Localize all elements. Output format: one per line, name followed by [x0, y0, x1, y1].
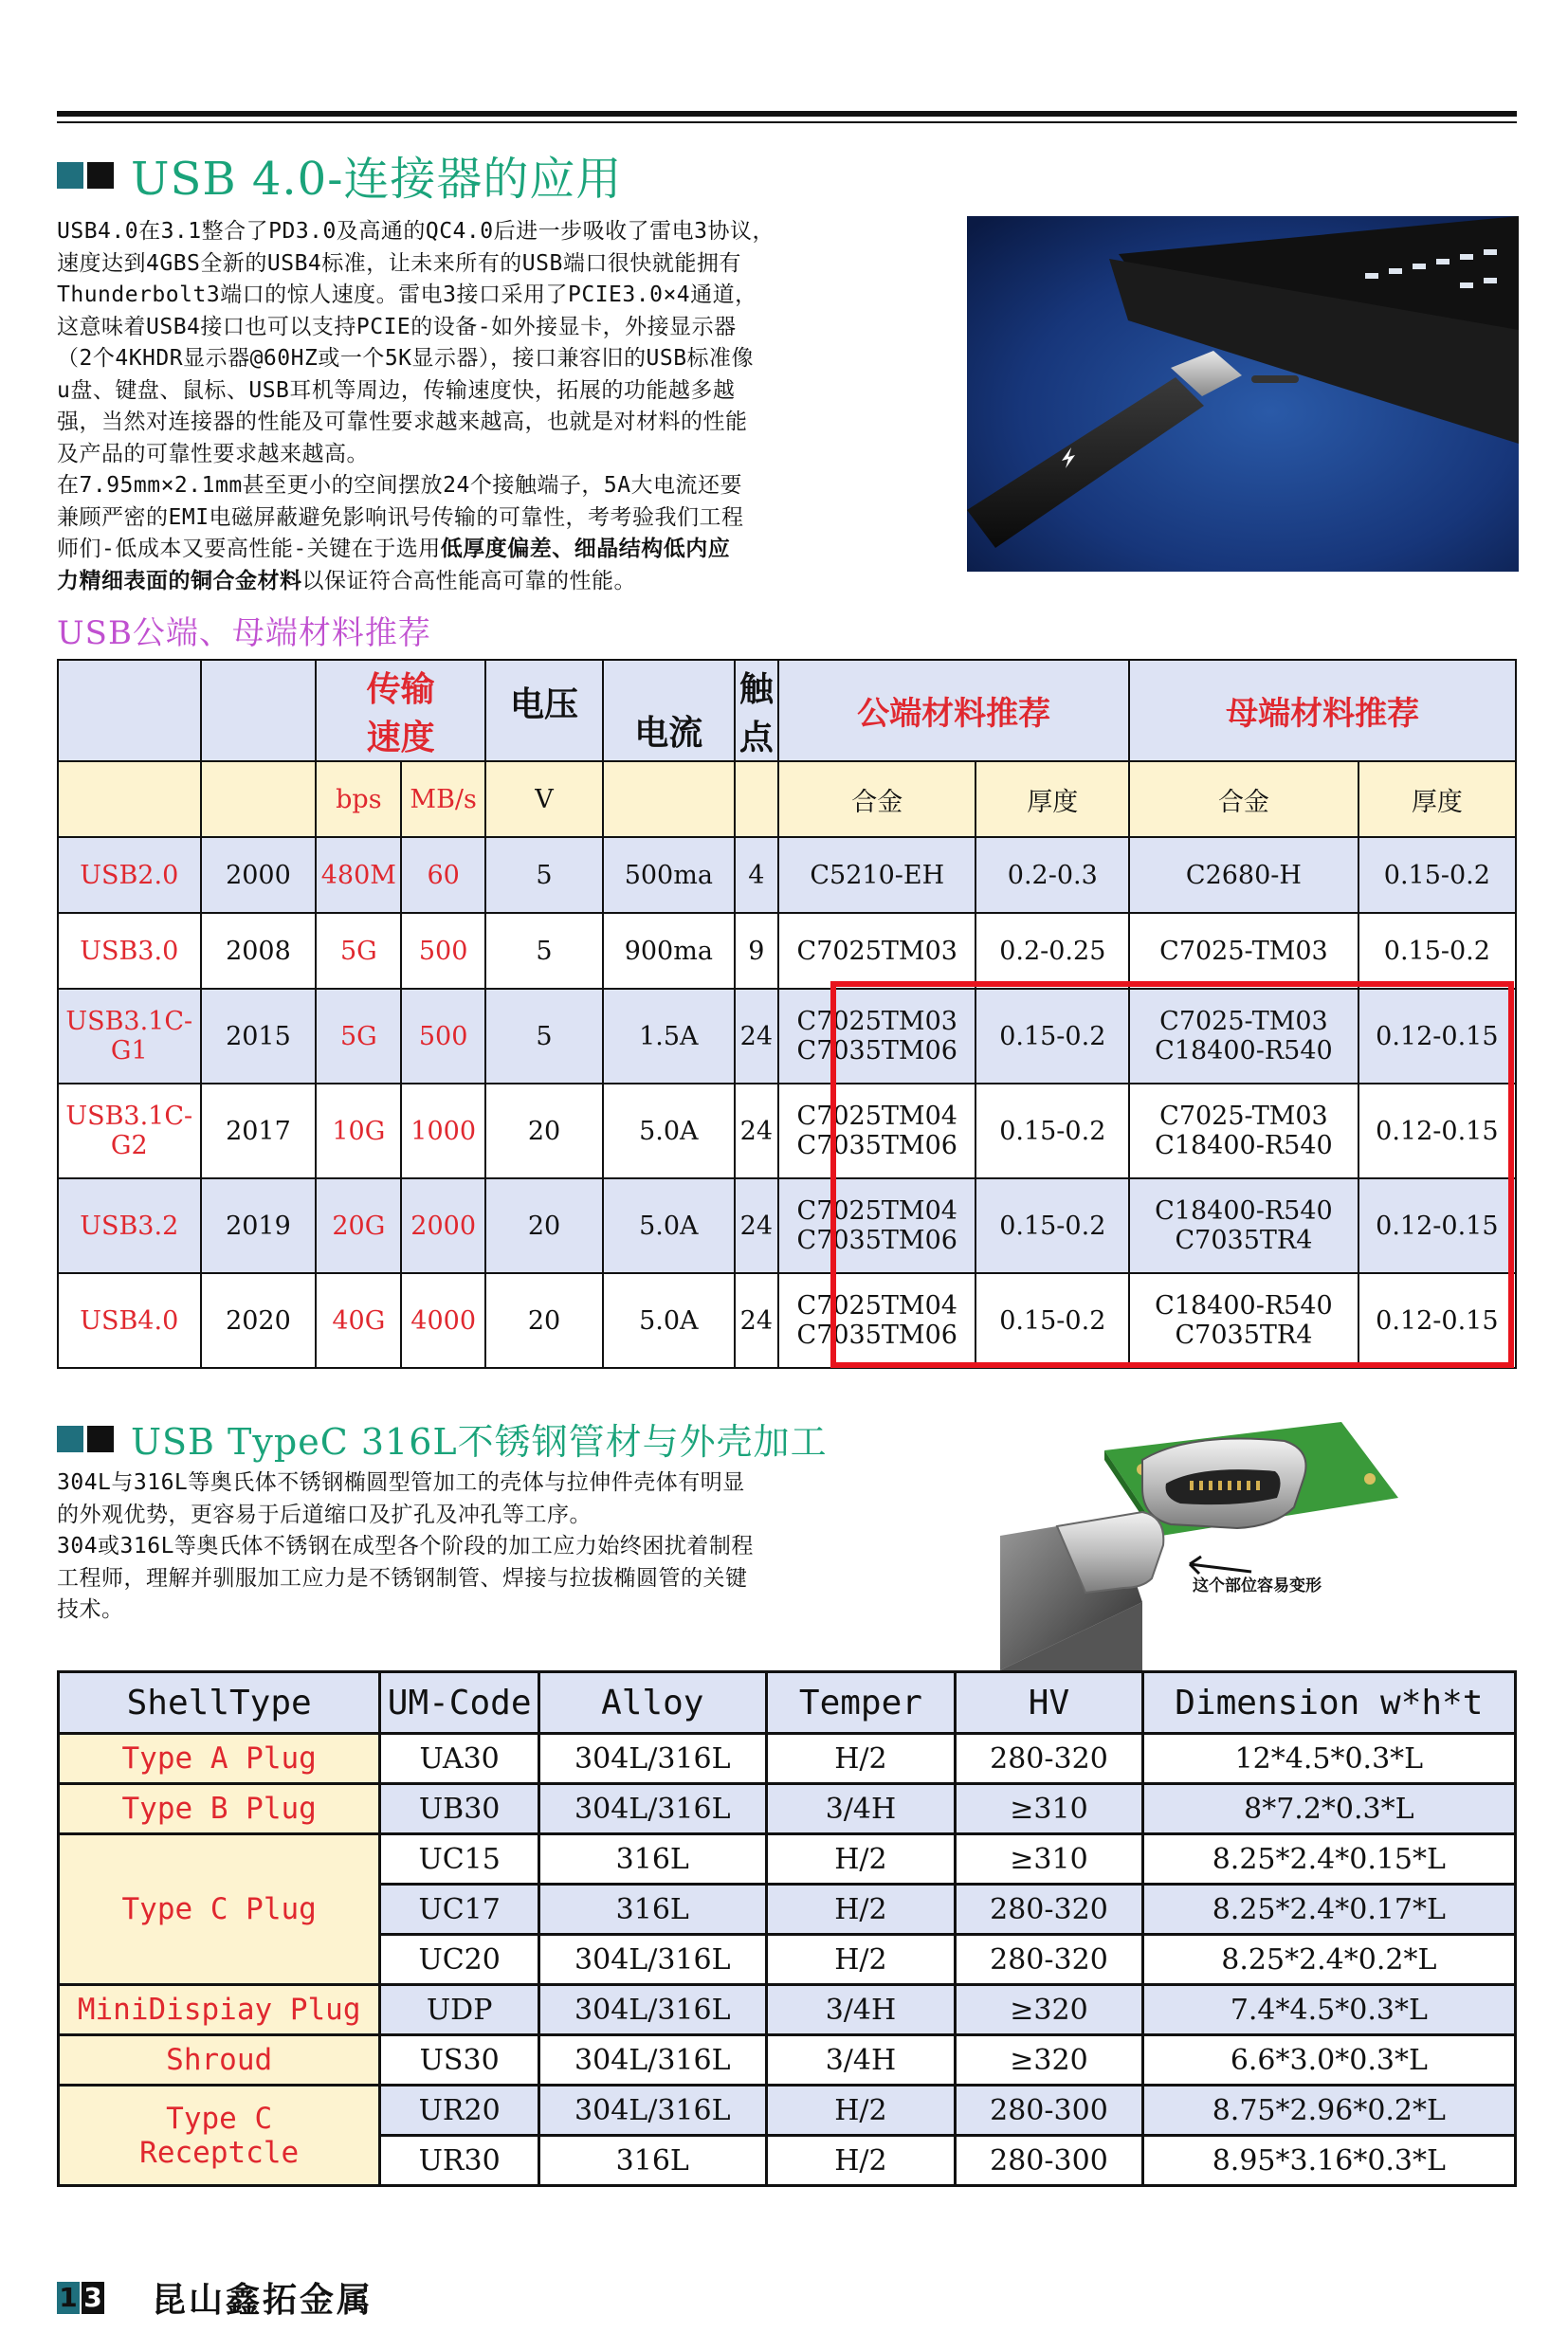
speed-mbs: 60	[401, 837, 485, 913]
header-alloy: Alloy	[538, 1672, 766, 1734]
male-thickness: 0.2-0.25	[975, 913, 1129, 989]
alloy: 304L/316L	[538, 1985, 766, 2035]
bold-span: 低厚度偏差、细晶结构低内应	[440, 537, 731, 561]
unit-male-alloy: 合金	[778, 761, 975, 837]
male-thickness: 0.15-0.2	[975, 1178, 1129, 1273]
shell-type: MiniDispiay Plug	[59, 1985, 380, 2035]
table-row	[58, 837, 1516, 913]
header-current: 电流	[603, 660, 735, 761]
male-alloy-2: C7035TM06	[796, 1036, 957, 1066]
header-cell-empty	[201, 660, 317, 761]
um-code: UC15	[380, 1834, 539, 1885]
paragraph-line: 工程师，理解并驯服加工应力是不锈钢制管、焊接与拉拔椭圆管的关键	[57, 1565, 748, 1591]
usb-version: USB3.1C-G2	[58, 1084, 201, 1178]
header-contacts	[735, 660, 779, 761]
top-rule-thin	[57, 121, 1517, 123]
hv: 280-320	[956, 1734, 1142, 1784]
um-code: UR20	[380, 2086, 539, 2136]
teal-square-icon	[57, 1426, 83, 1452]
female-thickness: 0.12-0.15	[1358, 989, 1516, 1084]
year: 2000	[201, 837, 317, 913]
page-number-digit: 3	[82, 2282, 104, 2314]
header-speed-line2: 速度	[366, 718, 435, 757]
unit-cell-empty	[201, 761, 317, 837]
unit-cell-empty	[735, 761, 779, 837]
female-alloy-2: C7035TR4	[1175, 1321, 1313, 1350]
usb-version: USB4.0	[58, 1273, 201, 1368]
speed-bps: 5G	[316, 913, 401, 989]
voltage: 5	[485, 989, 603, 1084]
alloy: 316L	[538, 1834, 766, 1885]
dimension: 8.95*3.16*0.3*L	[1142, 2136, 1515, 2186]
female-alloy-2: C18400-R540	[1155, 1036, 1333, 1066]
table1-unit-row	[58, 761, 1516, 837]
shell-type-line1: Type C	[166, 2101, 273, 2136]
unit-female-thickness: 厚度	[1358, 761, 1516, 837]
shell-type: Type B Plug	[59, 1784, 380, 1834]
dimension: 8.75*2.96*0.2*L	[1142, 2086, 1515, 2136]
table-row	[59, 1784, 1516, 1834]
typec-connector-render	[1000, 1412, 1517, 1670]
speed-bps: 40G	[316, 1273, 401, 1368]
hv: 280-320	[956, 1935, 1142, 1985]
um-code: UR30	[380, 2136, 539, 2186]
table-row	[59, 2086, 1516, 2136]
header-contacts-line2: 点	[738, 718, 774, 757]
temper: 3/4H	[766, 2035, 956, 2086]
section2-title: USB TypeC 316L不锈钢管材与外壳加工	[131, 1421, 828, 1463]
temper: H/2	[766, 1834, 956, 1885]
um-code: UC20	[380, 1935, 539, 1985]
black-square-icon	[87, 162, 114, 189]
header-female-materials: 母端材料推荐	[1129, 660, 1516, 761]
header-hv: HV	[956, 1672, 1142, 1734]
text-span: 以保证符合高性能高可靠的性能。	[301, 568, 636, 593]
unit-cell-empty	[603, 761, 735, 837]
current: 900ma	[603, 913, 735, 989]
dimension: 8.25*2.4*0.2*L	[1142, 1935, 1515, 1985]
voltage: 20	[485, 1273, 603, 1368]
alloy: 304L/316L	[538, 1784, 766, 1834]
dimension: 7.4*4.5*0.3*L	[1142, 1985, 1515, 2035]
paragraph-line: 速度达到4GBS全新的USB4标准，让未来所有的USB端口很快就能拥有	[57, 250, 741, 276]
um-code: UB30	[380, 1784, 539, 1834]
dimension: 12*4.5*0.3*L	[1142, 1734, 1515, 1784]
female-alloy: C7025-TM03	[1129, 913, 1358, 989]
speed-mbs: 2000	[401, 1178, 485, 1273]
speed-bps: 20G	[316, 1178, 401, 1273]
shell-type-line2: Receptcle	[139, 2135, 300, 2170]
hv: ≥320	[956, 2035, 1142, 2086]
um-code: UA30	[380, 1734, 539, 1784]
male-alloy: C7025TM03	[778, 913, 975, 989]
dimension: 8.25*2.4*0.15*L	[1142, 1834, 1515, 1885]
header-speed-line1: 传输	[366, 669, 435, 709]
temper: H/2	[766, 1734, 956, 1784]
contacts: 24	[735, 989, 779, 1084]
temper: 3/4H	[766, 1784, 956, 1834]
female-thickness: 0.12-0.15	[1358, 1178, 1516, 1273]
contacts: 24	[735, 1273, 779, 1368]
female-thickness: 0.15-0.2	[1358, 837, 1516, 913]
male-alloy-2: C7035TM06	[796, 1226, 957, 1255]
usb-version: USB3.1C-G1	[58, 989, 201, 1084]
section1-heading	[57, 142, 622, 208]
header-contacts-line1: 触	[738, 669, 774, 709]
paragraph-line	[57, 566, 929, 598]
male-alloy-1: C7025TM04	[796, 1102, 957, 1131]
paragraph-line: Thunderbolt3端口的惊人速度。雷电3接口采用了PCIE3.0×4通道，	[57, 282, 757, 307]
teal-square-icon	[57, 162, 83, 189]
um-code: UDP	[380, 1985, 539, 2035]
section1-title: USB 4.0-连接器的应用	[131, 153, 623, 206]
shell-type-table	[57, 1670, 1517, 2187]
female-alloy-1: C7025-TM03	[1159, 1007, 1328, 1036]
table1-subtitle: USB公端、母端材料推荐	[57, 614, 431, 652]
hv: 280-320	[956, 1885, 1142, 1935]
year: 2020	[201, 1273, 317, 1368]
paragraph-line: 304L与316L等奥氏体不锈钢椭圆型管加工的壳体与拉伸件壳体有明显	[57, 1470, 745, 1495]
contacts: 24	[735, 1178, 779, 1273]
current: 5.0A	[603, 1178, 735, 1273]
male-thickness: 0.15-0.2	[975, 1273, 1129, 1368]
male-alloy-1: C7025TM03	[796, 1007, 957, 1036]
voltage: 5	[485, 913, 603, 989]
dimension: 8.25*2.4*0.17*L	[1142, 1885, 1515, 1935]
male-alloy: C5210-EH	[778, 837, 975, 913]
male-alloy-1: C7025TM04	[796, 1196, 957, 1226]
alloy: 304L/316L	[538, 2035, 766, 2086]
bold-span: 力精细表面的铜合金材料	[57, 568, 302, 593]
alloy: 304L/316L	[538, 2086, 766, 2136]
current: 1.5A	[603, 989, 735, 1084]
header-speed	[316, 660, 485, 761]
page-number	[57, 2282, 104, 2314]
speed-mbs: 500	[401, 989, 485, 1084]
header-um-code: UM-Code	[380, 1672, 539, 1734]
male-thickness: 0.15-0.2	[975, 989, 1129, 1084]
usb-version: USB2.0	[58, 837, 201, 913]
highlight-box	[830, 981, 1514, 1368]
temper: H/2	[766, 1885, 956, 1935]
female-alloy-2: C18400-R540	[1155, 1131, 1333, 1160]
shell-type: Type C Plug	[59, 1834, 380, 1985]
paragraph-line: （2个4KHDR显示器@60HZ或一个5K显示器），接口兼容旧的USB标准像	[57, 346, 755, 371]
contacts: 9	[735, 913, 779, 989]
alloy: 304L/316L	[538, 1734, 766, 1784]
voltage: 20	[485, 1178, 603, 1273]
black-square-icon	[87, 1426, 114, 1452]
temper: 3/4H	[766, 1985, 956, 2035]
section2-paragraph	[57, 1467, 929, 1627]
male-alloy-2: C7035TM06	[796, 1131, 957, 1160]
paragraph-line: 的外观优势，更容易于后道缩口及扩孔及冲孔等工序。	[57, 1502, 592, 1527]
page-footer	[57, 2273, 374, 2322]
usb-version: USB3.2	[58, 1178, 201, 1273]
header-voltage: 电压	[485, 660, 603, 761]
male-thickness: 0.15-0.2	[975, 1084, 1129, 1178]
company-name: 昆山鑫拓金属	[152, 2281, 374, 2320]
unit-female-alloy: 合金	[1129, 761, 1358, 837]
contacts: 24	[735, 1084, 779, 1178]
female-alloy-1: C18400-R540	[1155, 1291, 1333, 1321]
hv: ≥310	[956, 1784, 1142, 1834]
current: 5.0A	[603, 1273, 735, 1368]
hv: ≥320	[956, 1985, 1142, 2035]
alloy: 316L	[538, 2136, 766, 2186]
female-thickness: 0.12-0.15	[1358, 1084, 1516, 1178]
shell-type: Shroud	[59, 2035, 380, 2086]
table1-header-row	[58, 660, 1516, 761]
um-code: UC17	[380, 1885, 539, 1935]
table-row	[59, 1734, 1516, 1784]
header-temper: Temper	[766, 1672, 956, 1734]
paragraph-line: USB4.0在3.1整合了PD3.0及高通的QC4.0后进一步吸收了雷电3协议，	[57, 219, 775, 244]
text-span: 师们-低成本又要高性能-关键在于选用	[57, 537, 441, 561]
dimension: 6.6*3.0*0.3*L	[1142, 2035, 1515, 2086]
unit-male-thickness: 厚度	[975, 761, 1129, 837]
paragraph-line: 技术。	[57, 1597, 124, 1622]
dimension: 8*7.2*0.3*L	[1142, 1784, 1515, 1834]
unit-voltage: V	[485, 761, 603, 837]
speed-bps: 480M	[316, 837, 401, 913]
paragraph-line: 这意味着USB4接口也可以支持PCIE的设备-如外接显卡，外接显示器	[57, 314, 737, 339]
page-number-digit: 1	[57, 2282, 80, 2314]
hv: 280-300	[956, 2136, 1142, 2186]
paragraph-line: 在7.95mm×2.1mm甚至更小的空间摆放24个接触端子，5A大电流还要	[57, 473, 743, 498]
speed-bps: 5G	[316, 989, 401, 1084]
voltage: 5	[485, 837, 603, 913]
year: 2019	[201, 1178, 317, 1273]
header-dimension: Dimension w*h*t	[1142, 1672, 1515, 1734]
year: 2017	[201, 1084, 317, 1178]
current: 500ma	[603, 837, 735, 913]
contacts: 4	[735, 837, 779, 913]
female-alloy-1: C18400-R540	[1155, 1196, 1333, 1226]
female-alloy: C2680-H	[1129, 837, 1358, 913]
speed-mbs: 4000	[401, 1273, 485, 1368]
um-code: US30	[380, 2035, 539, 2086]
speed-mbs: 1000	[401, 1084, 485, 1178]
table-row	[58, 913, 1516, 989]
female-alloy-2: C7035TR4	[1175, 1226, 1313, 1255]
male-alloy-1: C7025TM04	[796, 1291, 957, 1321]
section2-heading	[57, 1412, 828, 1465]
paragraph-line: 兼顾严密的EMI电磁屏蔽避免影响讯号传输的可靠性，考考验我们工程	[57, 504, 744, 530]
paragraph-line: 及产品的可靠性要求越来越高。	[57, 441, 369, 466]
table-row	[59, 1985, 1516, 2035]
hv: 280-300	[956, 2086, 1142, 2136]
temper: H/2	[766, 2136, 956, 2186]
top-rule	[57, 111, 1517, 117]
female-alloy-1: C7025-TM03	[1159, 1102, 1328, 1131]
usb-version: USB3.0	[58, 913, 201, 989]
female-thickness: 0.12-0.15	[1358, 1273, 1516, 1368]
temper: H/2	[766, 1935, 956, 1985]
paragraph-line: u盘、键盘、鼠标、USB耳机等周边，传输速度快，拓展的功能越多越	[57, 377, 736, 403]
speed-bps: 10G	[316, 1084, 401, 1178]
unit-mbs: MB/s	[401, 761, 485, 837]
usb-cable-laptop-photo	[967, 216, 1519, 572]
paragraph-line	[57, 534, 929, 566]
current: 5.0A	[603, 1084, 735, 1178]
table-row	[59, 2035, 1516, 2086]
paragraph-line: 304或316L等奥氏体不锈钢在成型各个阶段的加工应力始终困扰着制程	[57, 1534, 754, 1558]
shell-type	[59, 2086, 380, 2186]
unit-cell-empty	[58, 761, 201, 837]
shell-type: Type A Plug	[59, 1734, 380, 1784]
voltage: 20	[485, 1084, 603, 1178]
speed-mbs: 500	[401, 913, 485, 989]
temper: H/2	[766, 2086, 956, 2136]
deformation-callout: 这个部位容易变形	[1193, 1576, 1322, 1595]
year: 2008	[201, 913, 317, 989]
header-male-materials: 公端材料推荐	[778, 660, 1129, 761]
unit-bps: bps	[316, 761, 401, 837]
header-shelltype: ShellType	[59, 1672, 380, 1734]
male-thickness: 0.2-0.3	[975, 837, 1129, 913]
alloy: 304L/316L	[538, 1935, 766, 1985]
hv: ≥310	[956, 1834, 1142, 1885]
male-alloy-2: C7035TM06	[796, 1321, 957, 1350]
female-thickness: 0.15-0.2	[1358, 913, 1516, 989]
paragraph-line: 强，当然对连接器的性能及可靠性要求越来越高，也就是对材料的性能	[57, 410, 748, 434]
table-row	[59, 1834, 1516, 1885]
section1-paragraph	[57, 216, 929, 597]
year: 2015	[201, 989, 317, 1084]
header-cell-empty	[58, 660, 201, 761]
alloy: 316L	[538, 1885, 766, 1935]
table2-header-row	[59, 1672, 1516, 1734]
